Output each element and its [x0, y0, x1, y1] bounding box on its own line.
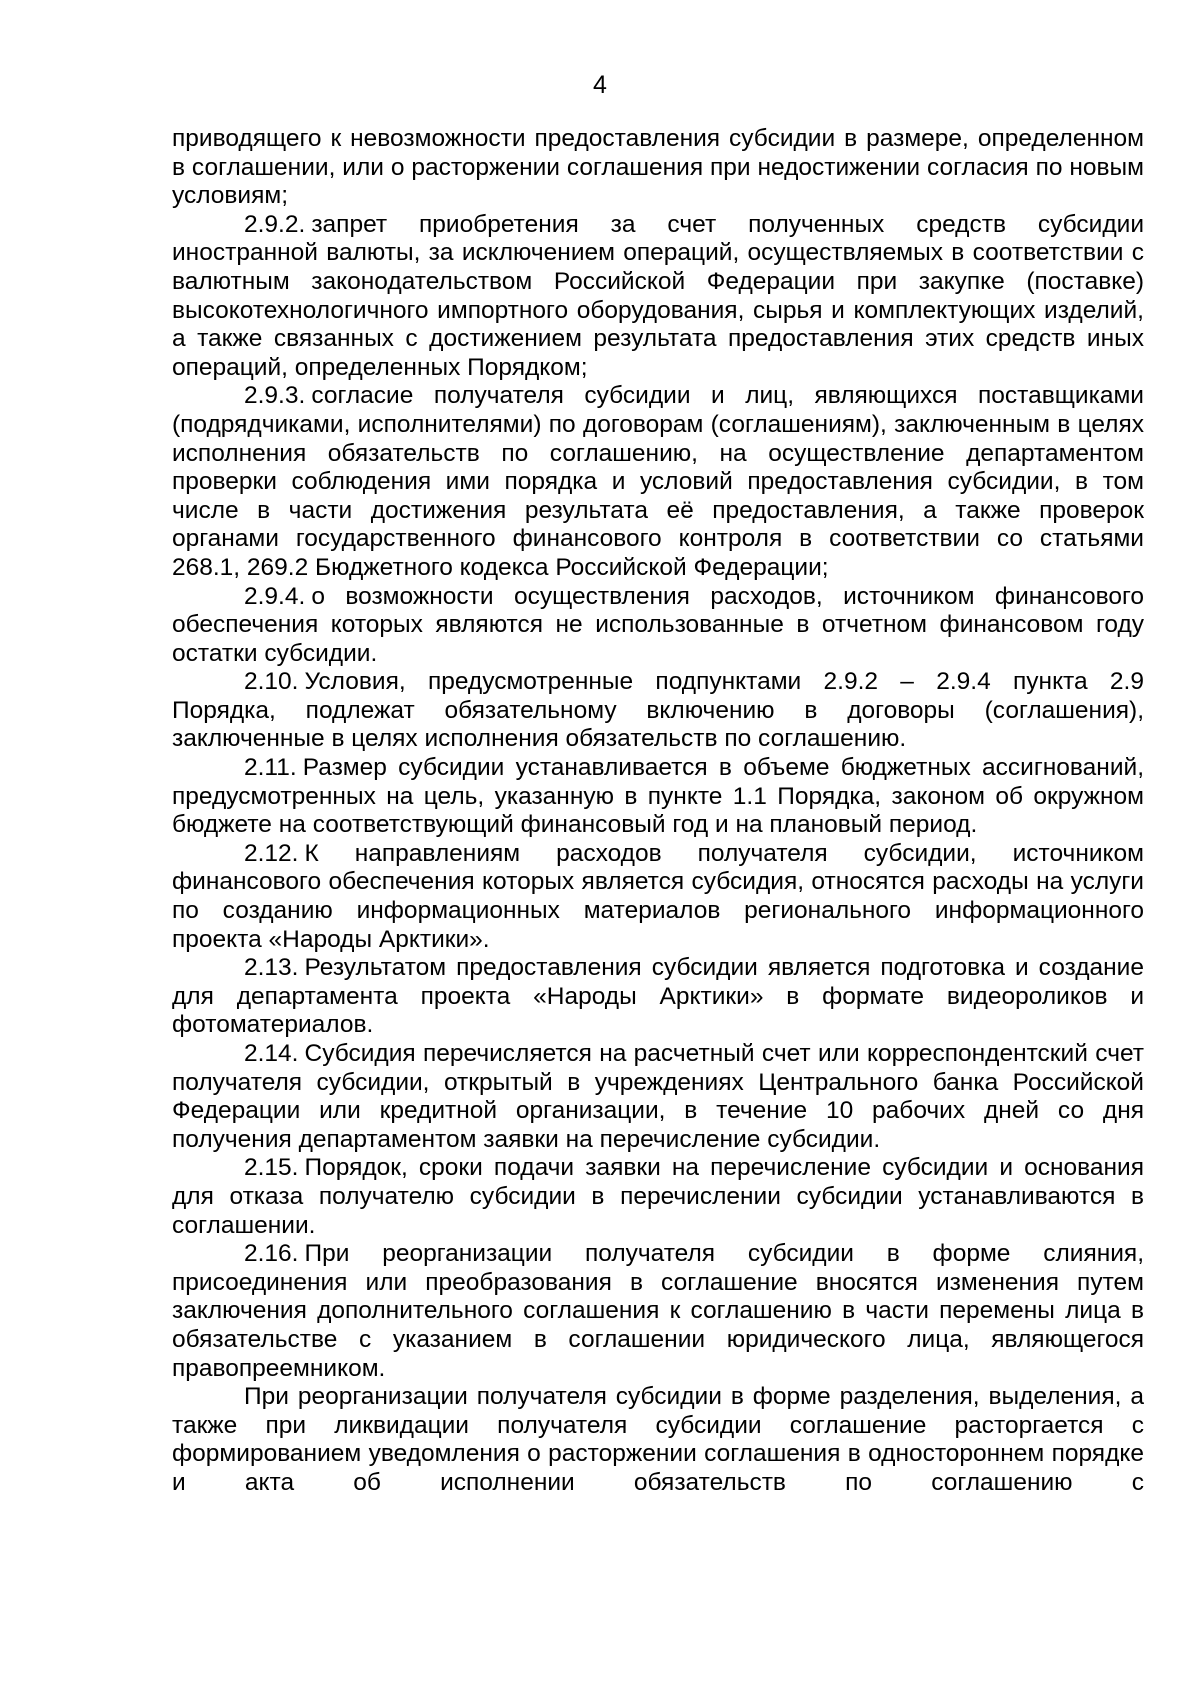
paragraph-2-10: [172, 668, 1144, 754]
paragraph-number: 2.13.: [244, 954, 299, 982]
paragraph-text: К направлениям расходов получателя субсидии, источником финансового обеспечения которых является субсидия, относятся расходы на услуги по созданию информационных материалов регионального информационного проекта «Народы Арктики».: [172, 839, 1144, 953]
paragraph-number: 2.11.: [244, 754, 297, 782]
paragraph-number: 2.9.2.: [244, 210, 306, 238]
paragraph-2-13: [172, 954, 1144, 1040]
paragraph-number: 2.10.: [244, 668, 299, 696]
paragraph-2-16: [172, 1240, 1144, 1383]
paragraph-text: о возможности осуществления расходов, источником финансового обеспечения которых являются не использованные в отчетном финансовом году остатки субсидии.: [172, 582, 1144, 667]
paragraph-number: 2.9.4.: [244, 582, 306, 610]
paragraph-text: Размер субсидии устанавливается в объеме бюджетных ассигнований, предусмотренных на цель, указанную в пункте 1.1 Порядка, законом об окружном бюджете на соответствующий финансовый год и на плановый период.: [172, 754, 1144, 839]
paragraph-number: 2.14.: [244, 1040, 299, 1067]
paragraph-2-9-3: [172, 382, 1144, 582]
paragraph-text: При реорганизации получателя субсидии в форме слияния, присоединения или преобразования в соглашение вносятся изменения путем заключения дополнительного соглашения к соглашению в части перемены лица в обязательстве с указанием в соглашении юридического лица, являющегося правопреемником.: [172, 1240, 1144, 1382]
paragraph-2-15: [172, 1154, 1144, 1240]
document-body: [172, 125, 1144, 1498]
paragraph-2-9-4: [172, 583, 1144, 669]
paragraph-2-9-2: [172, 211, 1144, 383]
paragraph-text: Результатом предоставления субсидии является подготовка и создание для департамента проекта «Народы Арктики» в формате видеороликов и фотоматериалов.: [172, 954, 1144, 1039]
paragraph-text: Субсидия перечисляется на расчетный счет или корреспондентский счет получателя субсидии, открытый в учреждениях Центрального банка Российской Федерации или кредитной организации, в течение 10 рабочих дней со дня получения департаментом заявки на перечисление субсидии.: [172, 1040, 1144, 1153]
paragraph-text: приводящего к невозможности предоставления субсидии в размере, определенном в соглашении, или о расторжении соглашения при недостижении согласия по новым условиям;: [172, 125, 1144, 210]
paragraph-text: При реорганизации получателя субсидии в форме разделения, выделения, а также при ликвидации получателя субсидии соглашение расторгается с формированием уведомления о расторжении соглашения в одностороннем порядке и акта об исполнении обязательств по соглашению с: [172, 1383, 1144, 1496]
paragraph-text: согласие получателя субсидии и лиц, являющихся поставщиками (подрядчиками, исполнителями) по договорам (соглашениям), заключенным в целях исполнения обязательств по соглашению, на осуществление департаментом проверки соблюдения ими порядка и условий предоставления субсидии, в том числе в части достижения результата её предоставления, а также проверок органами государственного финансового контроля в соответствии со статьями 268.1, 269.2 Бюджетного кодекса Российской Федерации;: [172, 382, 1144, 581]
paragraph-continuation: [172, 125, 1144, 211]
paragraph-number: 2.12.: [244, 839, 299, 867]
paragraph-number: 2.16.: [244, 1240, 299, 1268]
paragraph-number: 2.9.3.: [244, 382, 306, 410]
paragraph-2-16-continued: [172, 1383, 1144, 1497]
paragraph-2-12: [172, 840, 1144, 954]
page-number: 4: [593, 71, 607, 99]
paragraph-2-11: [172, 754, 1144, 840]
paragraph-text: Условия, предусмотренные подпунктами 2.9.2 – 2.9.4 пункта 2.9 Порядка, подлежат обязательному включению в договоры (соглашения), заключенные в целях исполнения обязательств по соглашению.: [172, 668, 1144, 753]
paragraph-text: Порядок, сроки подачи заявки на перечисление субсидии и основания для отказа получателю субсидии в перечислении субсидии устанавливаются в соглашении.: [172, 1154, 1144, 1239]
paragraph-text: запрет приобретения за счет полученных средств субсидии иностранной валюты, за исключением операций, осуществляемых в соответствии с валютным законодательством Российской Федерации при закупке (поставке) высокотехнологичного импортного оборудования, сырья и комплектующих изделий, а также связанных с достижением результата предоставления этих средств иных операций, определенных Порядком;: [172, 210, 1144, 381]
paragraph-2-14: [172, 1040, 1144, 1154]
paragraph-number: 2.15.: [244, 1154, 299, 1182]
